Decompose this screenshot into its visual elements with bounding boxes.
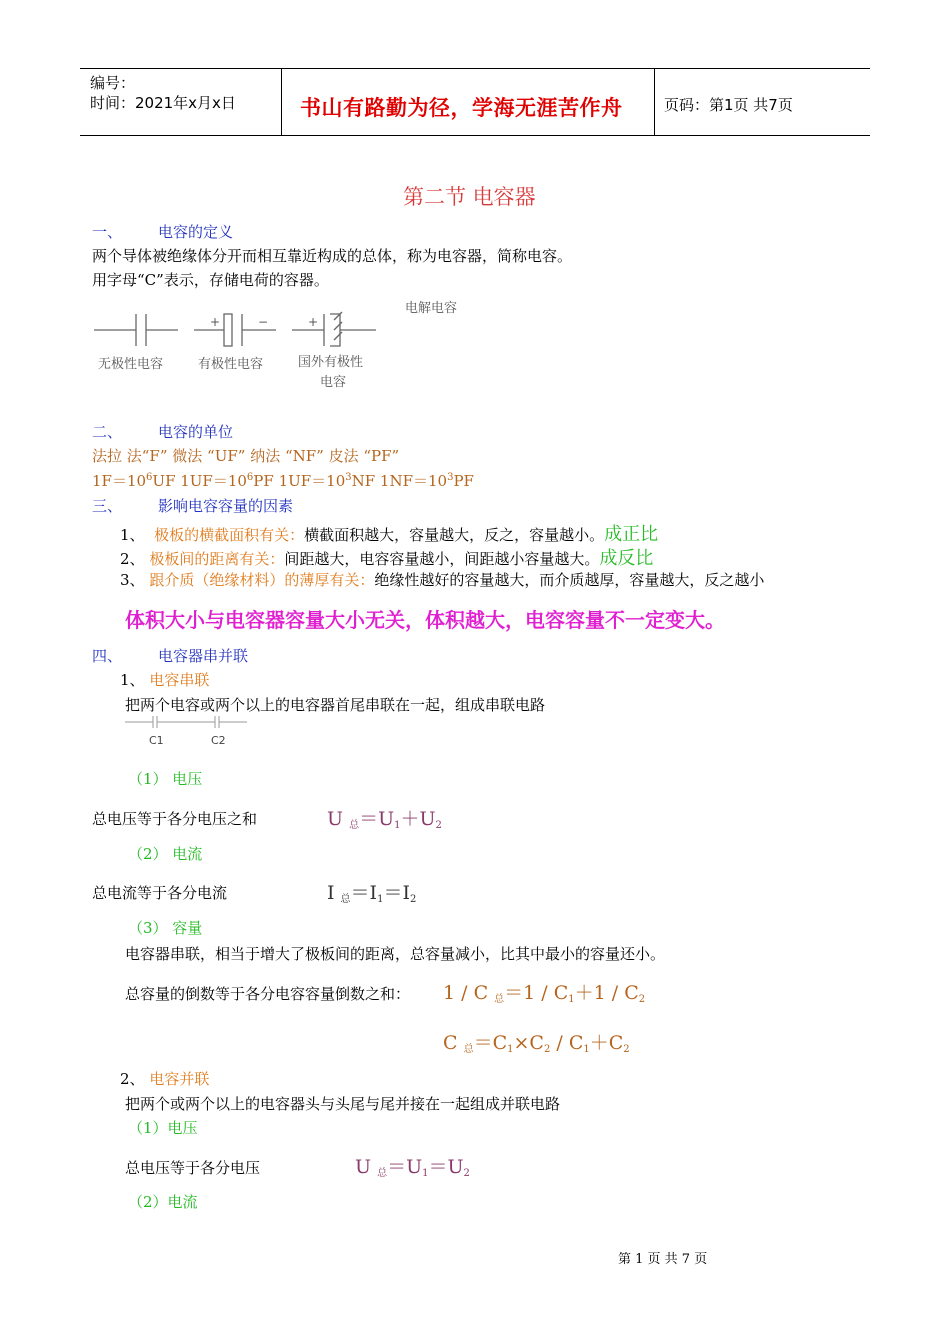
nonpolar-capacitor-symbol [94,314,178,346]
sec3-heading: 影响电容容量的因素 [158,497,294,515]
sec1-line1: 两个导体被绝缘体分开而相互靠近构成的总体，称为电容器，简称电容。 [92,247,573,265]
sec2-number: 二、 [92,423,123,441]
series-description: 把两个电容或两个以上的电容器首尾串联在一起，组成串联电路 [125,696,546,714]
foreign-label-2: 电容 [320,375,347,390]
header-top-rule [80,68,870,69]
foreign-polar-capacitor-symbol [292,312,376,346]
header-number-label: 编号： [90,74,136,92]
sec1-number: 一、 [92,223,123,241]
sec2-conversion-line: $1F=10^6UF$ $1UF=10^6PF$ $1UF=10^3NF$ $1NF=10^3PF$ [92,472,474,490]
sec4-heading: 电容器串并联 [158,647,249,665]
parallel-description: 把两个或两个以上的电容器头与头尾与尾并接在一起组成并联电路 [125,1095,561,1113]
sec3-number: 三、 [92,497,123,515]
sec1-line2: 用字母“C”表示，存储电荷的容器。 [92,271,329,289]
sec3-item-2: 2、 极板间的距离有关：间距越大，电容容量越小，间距越小容量越大。成反比 [120,548,654,569]
capacitor-symbols-figure [90,290,470,400]
header-time-label: 时间：2021年x月x日 [90,94,236,112]
sec3-item-3: 3、 跟介质（绝缘材料）的薄厚有关：绝缘性越好的容量越大，而介质越厚，容量越大，反之越小 [120,571,765,589]
series-voltage-text: 总电压等于各分电压之和 [92,810,258,828]
series-voltage-heading: （1） 电压 [128,770,203,788]
parallel-heading: 2、 电容并联 [120,1070,210,1088]
series-total-formula: C $_总=C_1\times C_2 / C_1+C_2$ [443,1032,630,1055]
page-title: 第二节 电容器 [403,185,536,209]
series-reciprocal-text: 总容量的倒数等于各分电容容量倒数之和： [125,985,411,1003]
series-reciprocal-formula: 1 / C $_总=1 / C_1+1 / C_2$ [443,982,646,1005]
sec2-heading: 电容的单位 [158,423,234,441]
header-bottom-rule [80,135,870,136]
sec1-heading: 电容的定义 [158,223,234,241]
page-footer: 第 1 页 共 7 页 [618,1252,708,1267]
series-heading: 1、 电容串联 [120,671,210,689]
foreign-label-1: 国外有极性 [298,355,364,370]
polar-minus-sign: − [258,315,269,329]
series-current-text: 总电流等于各分电流 [92,884,228,902]
series-current-heading: （2） 电流 [128,845,203,863]
series-capacity-heading: （3） 容量 [128,919,203,937]
header-page-label: 页码：第1页 共7页 [664,96,793,114]
series-voltage-formula: U $_总=U_1+U_2$ [327,808,442,831]
parallel-voltage-formula: U $_总=U_1=U_2$ [355,1156,470,1179]
sec2-units-line: 法拉 法“F” 微法 “UF” 纳法 “NF” 皮法 “PF” [92,447,400,465]
header-divider-1 [281,68,282,135]
foreign-plus-sign: + [308,315,319,329]
series-current-formula: I $_总=I_1=I_2$ [327,882,417,905]
series-capacity-text: 电容器串联，相当于增大了极板间的距离，总容量减小，比其中最小的容量还小。 [125,945,666,963]
polar-label: 有极性电容 [198,357,264,372]
electrolytic-label: 电解电容 [405,301,458,316]
sec3-item-1: 1、 极板的横截面积有关：横截面积越大，容量越大，反之，容量越小。成正比 [120,524,659,545]
sec3-volume-note: 体积大小与电容器容量大小无关，体积越大，电容容量不一定变大。 [125,608,725,632]
parallel-voltage-text: 总电压等于各分电压 [125,1159,261,1177]
series-circuit-figure [125,712,255,748]
parallel-current-heading: （2）电流 [128,1193,198,1211]
nonpolar-label: 无极性电容 [98,357,164,372]
series-c2-label: C2 [211,734,226,747]
header-motto: 书山有路勤为径，学海无涯苦作舟 [300,96,623,120]
header-divider-2 [654,68,655,135]
series-c1-label: C1 [149,734,164,747]
sec4-number: 四、 [92,647,123,665]
polar-plus-sign: + [210,315,221,329]
parallel-voltage-heading: （1）电压 [128,1119,198,1137]
